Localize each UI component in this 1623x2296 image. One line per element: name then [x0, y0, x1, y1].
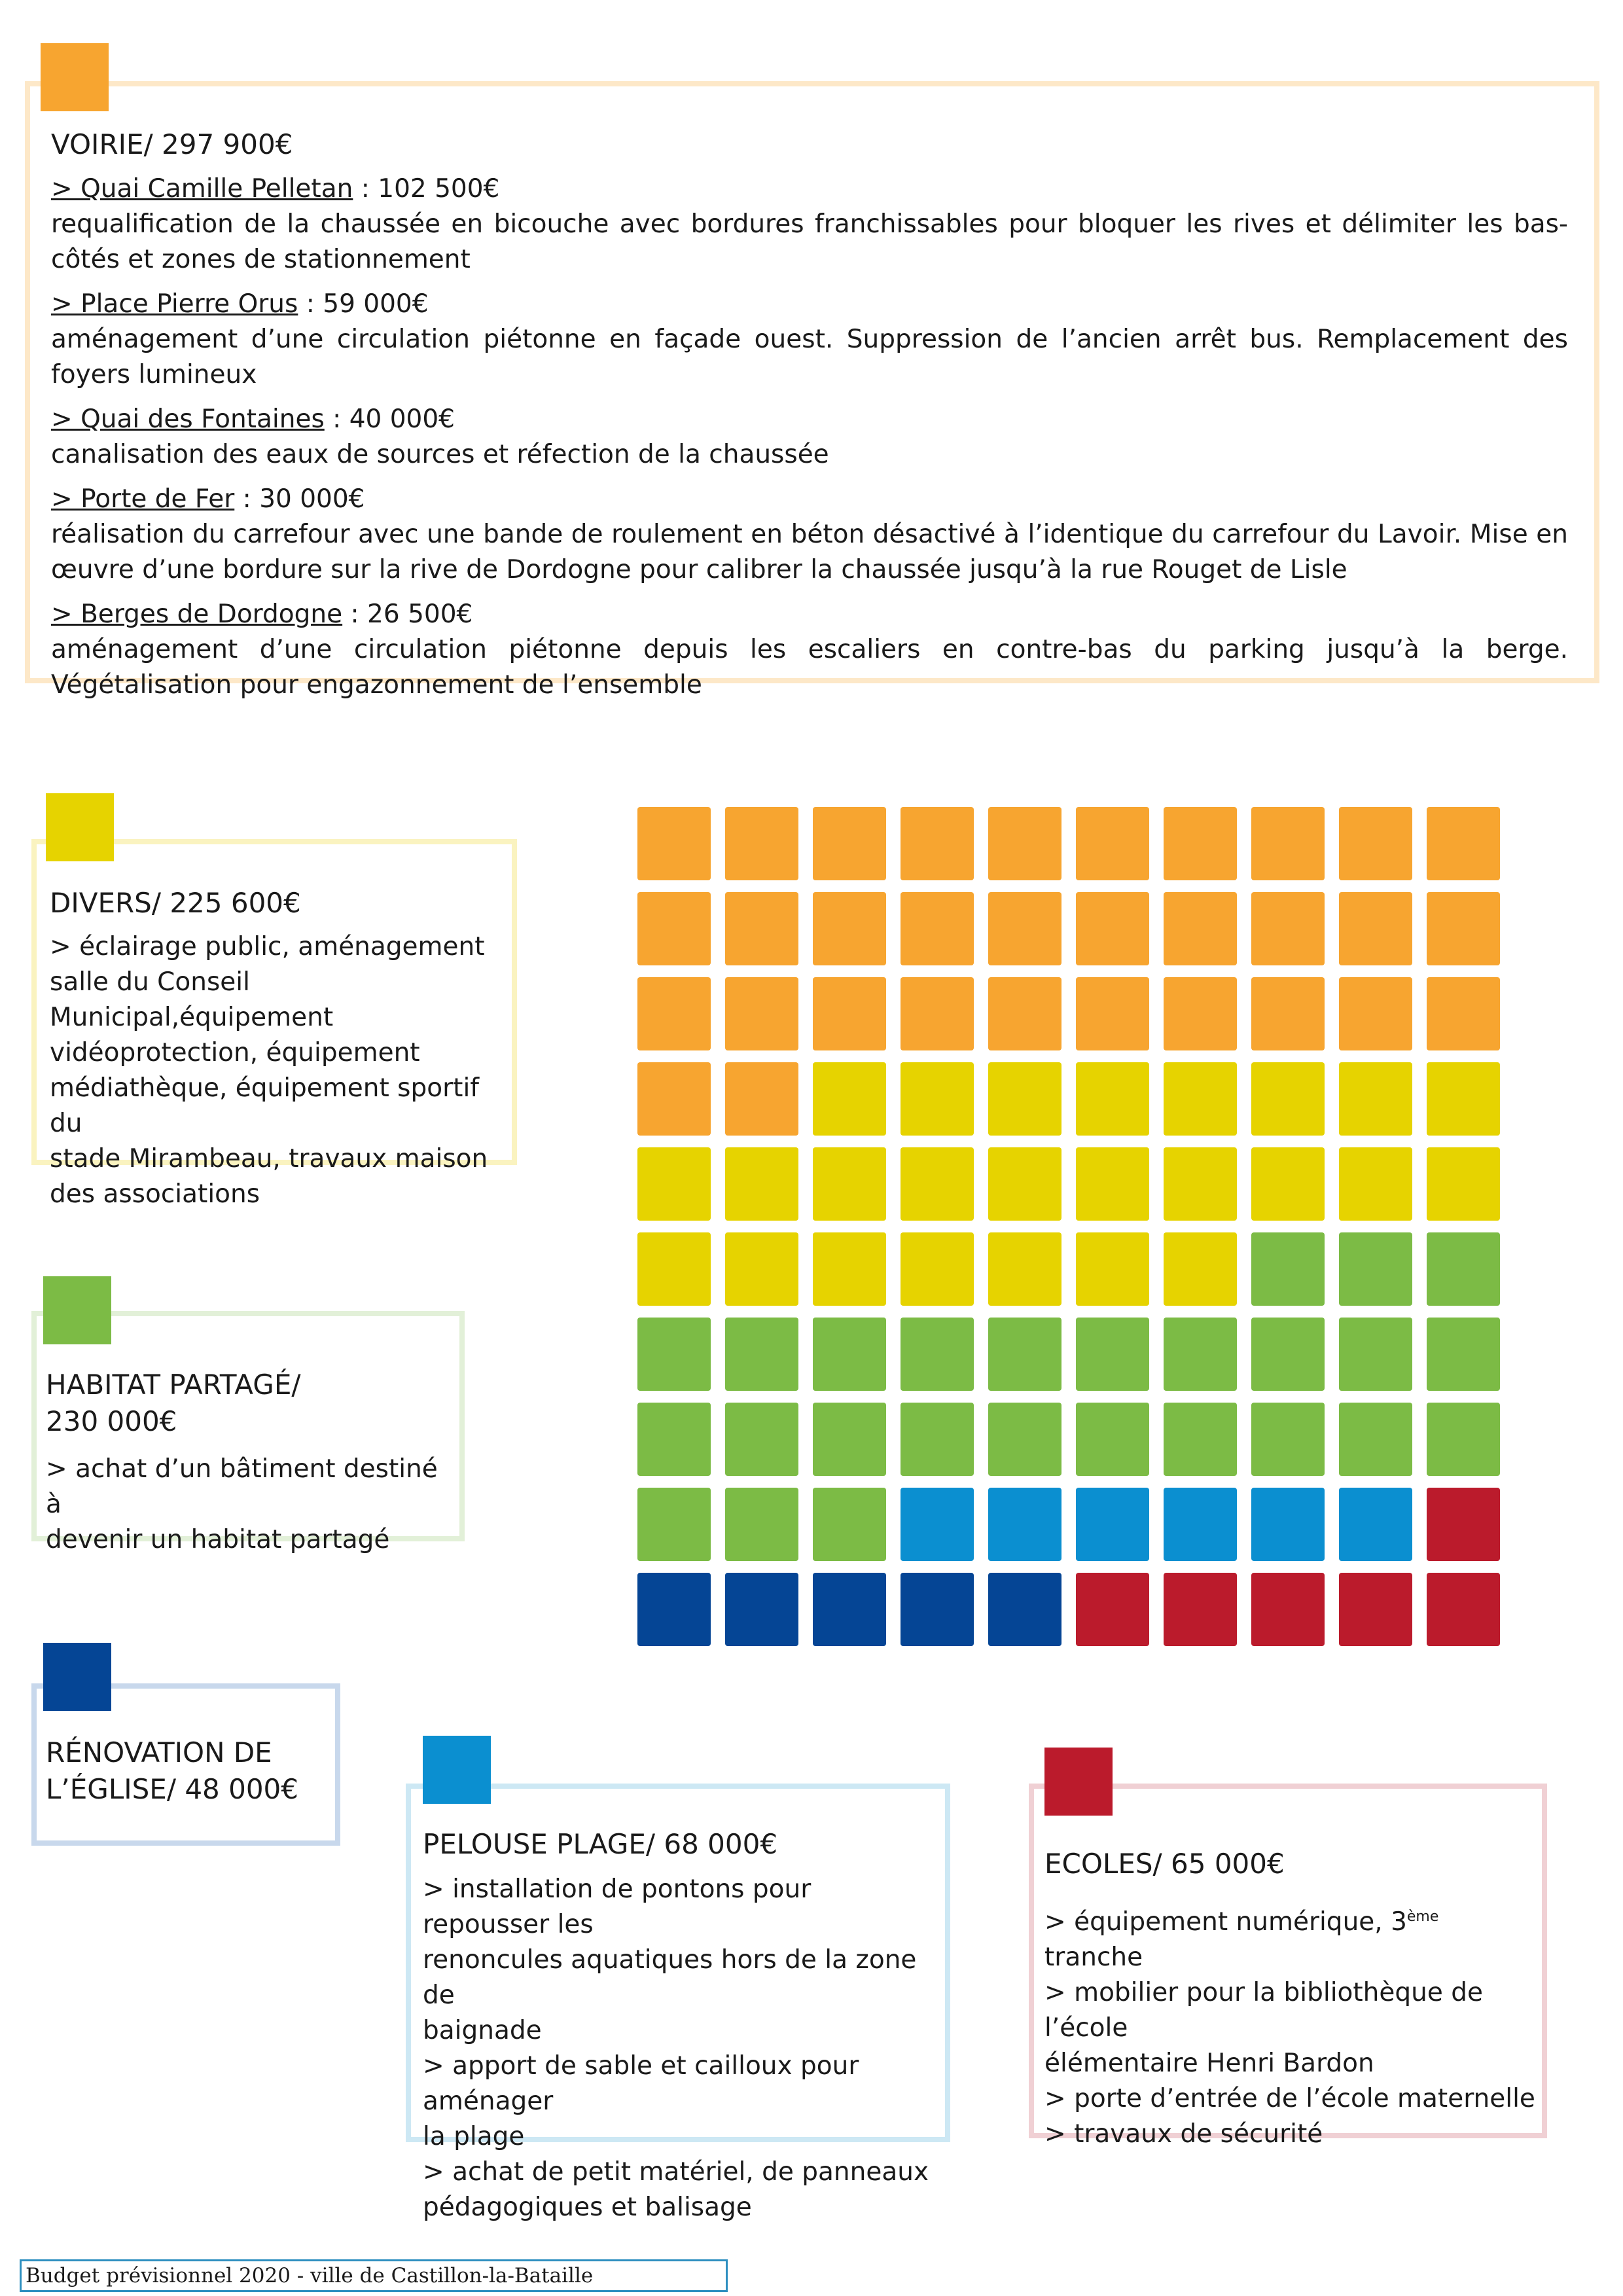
waffle-cell-habitat: [637, 1488, 711, 1561]
waffle-cell-eglise: [901, 1573, 974, 1646]
waffle-cell-divers: [637, 1232, 711, 1306]
waffle-cell-habitat: [1427, 1403, 1500, 1476]
habitat-text: [46, 1452, 452, 1558]
ecoles-text: [1044, 1905, 1542, 2152]
voirie-item-amount: : 102 500€: [353, 174, 500, 204]
waffle-cell-voirie: [1076, 892, 1149, 965]
waffle-cell-divers: [1076, 1232, 1149, 1306]
eglise-title-line1: RÉNOVATION DE: [46, 1736, 272, 1768]
waffle-cell-habitat: [1251, 1403, 1325, 1476]
pelouse-line: > achat de petit matériel, de panneaux: [423, 2157, 929, 2187]
waffle-cell-habitat: [1339, 1318, 1412, 1391]
voirie-item: [51, 482, 1568, 588]
waffle-cell-divers: [1164, 1147, 1237, 1221]
waffle-cell-voirie: [813, 977, 886, 1050]
waffle-cell-divers: [901, 1147, 974, 1221]
pelouse-title: PELOUSE PLAGE/ 68 000€: [423, 1828, 778, 1860]
waffle-cell-divers: [1164, 1062, 1237, 1136]
waffle-cell-divers: [901, 1232, 974, 1306]
waffle-cell-habitat: [1076, 1403, 1149, 1476]
divers-marker: [46, 793, 114, 861]
ecoles-title: ECOLES/ 65 000€: [1044, 1848, 1285, 1880]
ecoles-marker: [1044, 1748, 1113, 1816]
pelouse-line: > installation de pontons pour repousser les: [423, 1874, 812, 1939]
ecoles-line: > équipement numérique, 3ème tranche: [1044, 1907, 1439, 1972]
waffle-cell-habitat: [1164, 1403, 1237, 1476]
pelouse-line: baignade: [423, 2016, 542, 2045]
voirie-item-amount: : 40 000€: [324, 404, 455, 434]
waffle-cell-voirie: [637, 1062, 711, 1136]
waffle-cell-habitat: [637, 1403, 711, 1476]
voirie-item-desc: aménagement d’une circulation piétonne en façade ouest. Suppression de l’ancien arrêt bus. Remplacement des foyers lumineux: [51, 325, 1568, 389]
ecoles-line: > porte d’entrée de l’école maternelle: [1044, 2084, 1535, 2113]
waffle-cell-voirie: [725, 977, 798, 1050]
waffle-cell-habitat: [813, 1403, 886, 1476]
waffle-cell-voirie: [637, 807, 711, 880]
waffle-cell-divers: [1164, 1232, 1237, 1306]
eglise-marker: [43, 1643, 111, 1711]
waffle-cell-voirie: [1427, 977, 1500, 1050]
voirie-item-desc: requalification de la chaussée en bicouche avec bordures franchissables pour bloquer les rives et délimiter les bas-côtés et zones de stationnement: [51, 209, 1568, 274]
waffle-cell-habitat: [901, 1403, 974, 1476]
waffle-cell-voirie: [725, 892, 798, 965]
waffle-cell-voirie: [637, 892, 711, 965]
waffle-cell-divers: [1076, 1062, 1149, 1136]
waffle-cell-habitat: [725, 1403, 798, 1476]
waffle-cell-ecoles: [1339, 1573, 1412, 1646]
eglise-title-line2: L’ÉGLISE/ 48 000€: [46, 1773, 298, 1805]
waffle-cell-divers: [637, 1147, 711, 1221]
waffle-cell-eglise: [813, 1573, 886, 1646]
divers-line: salle du Conseil Municipal,équipement: [50, 967, 334, 1032]
waffle-cell-voirie: [725, 1062, 798, 1136]
waffle-cell-divers: [1251, 1062, 1325, 1136]
waffle-cell-habitat: [725, 1488, 798, 1561]
voirie-items: [51, 171, 1568, 712]
waffle-cell-habitat: [1076, 1318, 1149, 1391]
waffle-cell-divers: [1251, 1147, 1325, 1221]
waffle-cell-voirie: [725, 807, 798, 880]
divers-title: DIVERS/ 225 600€: [50, 887, 301, 919]
waffle-cell-voirie: [1251, 977, 1325, 1050]
habitat-line: > achat d’un bâtiment destiné à: [46, 1454, 438, 1519]
pelouse-line: > apport de sable et cailloux pour aménager: [423, 2051, 859, 2116]
pelouse-line: pédagogiques et balisage: [423, 2193, 752, 2222]
voirie-item-name: > Porte de Fer: [51, 484, 235, 514]
voirie-item-name: > Berges de Dordogne: [51, 600, 343, 629]
waffle-cell-habitat: [988, 1318, 1061, 1391]
waffle-cell-voirie: [1251, 892, 1325, 965]
waffle-cell-divers: [813, 1232, 886, 1306]
waffle-cell-divers: [1076, 1147, 1149, 1221]
divers-line: vidéoprotection, équipement: [50, 1038, 420, 1067]
ecoles-line: > mobilier pour la bibliothèque de l’école: [1044, 1978, 1484, 2043]
waffle-cell-voirie: [988, 977, 1061, 1050]
waffle-cell-voirie: [813, 892, 886, 965]
voirie-item-amount: : 30 000€: [234, 484, 365, 514]
waffle-cell-pelouse: [1251, 1488, 1325, 1561]
habitat-title-line1: HABITAT PARTAGÉ/: [46, 1369, 301, 1401]
voirie-item-amount: : 59 000€: [298, 289, 429, 319]
voirie-item: [51, 402, 1568, 473]
waffle-cell-ecoles: [1251, 1573, 1325, 1646]
waffle-cell-voirie: [1427, 892, 1500, 965]
pelouse-marker: [423, 1736, 491, 1804]
waffle-cell-voirie: [637, 977, 711, 1050]
waffle-cell-divers: [988, 1232, 1061, 1306]
waffle-cell-divers: [988, 1147, 1061, 1221]
waffle-cell-habitat: [1164, 1318, 1237, 1391]
waffle-cell-divers: [988, 1062, 1061, 1136]
waffle-cell-habitat: [988, 1403, 1061, 1476]
waffle-cell-voirie: [1164, 807, 1237, 880]
waffle-cell-eglise: [988, 1573, 1061, 1646]
waffle-cell-eglise: [637, 1573, 711, 1646]
waffle-cell-ecoles: [1164, 1573, 1237, 1646]
waffle-cell-voirie: [1076, 977, 1149, 1050]
waffle-cell-voirie: [1251, 807, 1325, 880]
ecoles-line: élémentaire Henri Bardon: [1044, 2049, 1374, 2078]
waffle-cell-habitat: [1339, 1232, 1412, 1306]
waffle-cell-voirie: [988, 807, 1061, 880]
voirie-marker: [41, 43, 109, 111]
waffle-cell-divers: [813, 1062, 886, 1136]
waffle-cell-habitat: [1427, 1318, 1500, 1391]
waffle-cell-voirie: [1427, 807, 1500, 880]
waffle-cell-ecoles: [1427, 1573, 1500, 1646]
waffle-cell-pelouse: [988, 1488, 1061, 1561]
divers-line: stade Mirambeau, travaux maison: [50, 1144, 488, 1174]
habitat-title-line2: 230 000€: [46, 1405, 177, 1437]
waffle-cell-voirie: [988, 892, 1061, 965]
waffle-cell-voirie: [901, 977, 974, 1050]
waffle-cell-eglise: [725, 1573, 798, 1646]
waffle-cell-divers: [1339, 1062, 1412, 1136]
waffle-cell-pelouse: [1164, 1488, 1237, 1561]
waffle-cell-voirie: [901, 807, 974, 880]
pelouse-text: [423, 1872, 940, 2225]
pelouse-line: la plage: [423, 2122, 525, 2151]
eglise-title: [46, 1734, 298, 1808]
waffle-cell-pelouse: [1339, 1488, 1412, 1561]
divers-line: des associations: [50, 1179, 260, 1209]
waffle-cell-habitat: [1251, 1318, 1325, 1391]
waffle-cell-ecoles: [1427, 1488, 1500, 1561]
waffle-cell-voirie: [813, 807, 886, 880]
waffle-cell-divers: [1427, 1062, 1500, 1136]
habitat-marker: [43, 1276, 111, 1344]
waffle-cell-ecoles: [1076, 1573, 1149, 1646]
waffle-cell-voirie: [1164, 977, 1237, 1050]
ecoles-line: > travaux de sécurité: [1044, 2119, 1323, 2149]
waffle-cell-habitat: [725, 1318, 798, 1391]
waffle-cell-habitat: [1427, 1232, 1500, 1306]
divers-text: [50, 929, 508, 1212]
habitat-title: [46, 1367, 301, 1440]
waffle-cell-voirie: [901, 892, 974, 965]
voirie-item: [51, 171, 1568, 278]
waffle-cell-habitat: [813, 1488, 886, 1561]
waffle-cell-habitat: [901, 1318, 974, 1391]
habitat-line: devenir un habitat partagé: [46, 1525, 390, 1554]
waffle-cell-pelouse: [1076, 1488, 1149, 1561]
waffle-cell-habitat: [813, 1318, 886, 1391]
divers-line: > éclairage public, aménagement: [50, 932, 485, 961]
waffle-cell-habitat: [637, 1318, 711, 1391]
waffle-cell-divers: [1339, 1147, 1412, 1221]
waffle-cell-habitat: [1251, 1232, 1325, 1306]
voirie-item-amount: : 26 500€: [342, 600, 473, 629]
voirie-item: [51, 597, 1568, 703]
waffle-cell-divers: [725, 1232, 798, 1306]
voirie-item-name: > Quai des Fontaines: [51, 404, 325, 434]
waffle-cell-pelouse: [901, 1488, 974, 1561]
waffle-cell-voirie: [1339, 807, 1412, 880]
waffle-cell-divers: [901, 1062, 974, 1136]
waffle-cell-voirie: [1164, 892, 1237, 965]
waffle-cell-voirie: [1339, 977, 1412, 1050]
waffle-cell-voirie: [1076, 807, 1149, 880]
divers-line: médiathèque, équipement sportif du: [50, 1073, 480, 1138]
budget-waffle-chart: [637, 807, 1499, 1640]
pelouse-line: renoncules aquatiques hors de la zone de: [423, 1945, 917, 2010]
page-footer: Budget prévisionnel 2020 - ville de Castillon-la-Bataille: [20, 2259, 728, 2292]
voirie-item: [51, 287, 1568, 393]
waffle-cell-divers: [813, 1147, 886, 1221]
voirie-item-name: > Place Pierre Orus: [51, 289, 298, 319]
waffle-cell-habitat: [1339, 1403, 1412, 1476]
voirie-title: VOIRIE/ 297 900€: [51, 128, 293, 160]
waffle-cell-voirie: [1339, 892, 1412, 965]
voirie-item-desc: réalisation du carrefour avec une bande de roulement en béton désactivé à l’identique du carrefour du Lavoir. Mise en œuvre d’une bordure sur la rive de Dordogne pour calibrer la chaussée jusqu’à la rue Rouget de Lisle: [51, 520, 1568, 584]
voirie-item-name: > Quai Camille Pelletan: [51, 174, 353, 204]
waffle-cell-divers: [1427, 1147, 1500, 1221]
voirie-item-desc: canalisation des eaux de sources et réfection de la chaussée: [51, 440, 829, 469]
waffle-cell-divers: [725, 1147, 798, 1221]
voirie-item-desc: aménagement d’une circulation piétonne depuis les escaliers en contre-bas du parking jusqu’à la berge. Végétalisation pour engazonnement de l’ensemble: [51, 635, 1568, 700]
